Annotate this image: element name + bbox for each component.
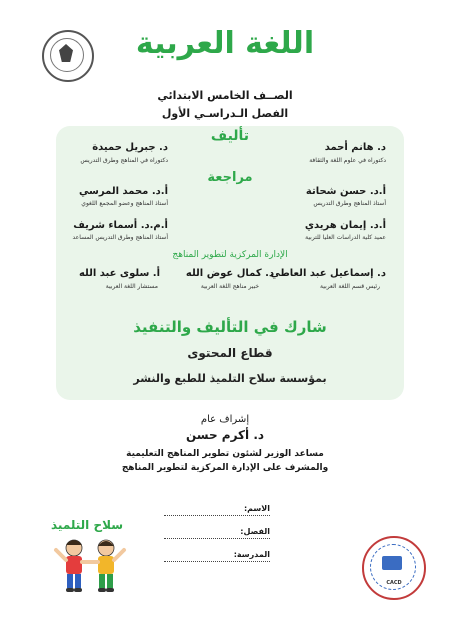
member-name: أ. سلوى عبد الله [78,268,160,279]
kids-mascot-icon [50,536,130,602]
curriculum-heading: الإدارة المركزية لتطوير المناهج [172,250,288,260]
reviewer-name: أ.د. حسن شحاتة [305,186,386,197]
class-field[interactable] [164,537,270,539]
school-field-label: المدرسة: [233,550,270,559]
reviewer-desc: أستاذ المناهج وطرق التدريس المساعد [72,234,168,241]
publisher-label: بمؤسسة سلاح التلميذ للطبع والنشر [133,372,327,385]
supervisor-role-2: والمشرف على الإدارة المركزية لتطوير المناهج [121,463,329,473]
supervisor-name: د. أكرم حسن [185,428,265,442]
book-icon [382,556,402,570]
book-title: اللغة العربية [135,26,315,61]
author-name: د. جبريل حميدة [92,142,168,153]
author-name: د. هانم أحمد [324,142,386,153]
member-desc: رئيس قسم اللغة العربية [320,283,380,290]
reviewer-name: أ.د. محمد المرسي [78,186,168,197]
member-desc: مستشار اللغة العربية [105,283,158,290]
member-name: د. كمال عوض الله [185,268,275,279]
name-field-label: الاسم: [243,504,270,513]
member-desc: خبير مناهج اللغة العربية [200,283,260,290]
author-desc: دكتوراه في علوم اللغة والثقافة [309,157,386,164]
reviewer-desc: عميد كلية الدراسات العليا للتربية [305,234,386,241]
reviewer-name: أ.د. إيمان هريدي [304,220,386,231]
class-field-label: الفصل: [240,527,270,536]
school-field[interactable] [164,560,270,562]
reviewer-desc: أستاذ المناهج وطرق التدريس [313,200,386,207]
name-field[interactable] [164,514,270,516]
participation-heading: شارك في التأليف والتنفيذ [133,318,327,336]
authoring-heading: تأليف [210,128,250,144]
supervisor-role-1: مساعد الوزير لشئون تطوير المناهج التعليمية [126,449,324,459]
member-name: د. إسماعيل عبد العاطي [270,268,386,279]
grade-label: الصــف الخامس الابتدائي [157,89,293,102]
reviewer-desc: أستاذ المناهج وعضو المجمع اللغوي [81,200,168,207]
review-heading: مراجعة [207,170,253,185]
reviewer-name: أ.م.د. أسماء شريف [73,220,168,231]
publisher-logo-text: سلاح التلميذ [50,518,124,532]
supervision-label: إشراف عام [200,414,250,425]
author-desc: دكتوراه في المناهج وطرق التدريس [80,157,168,164]
sector-label: قطاع المحتوى [187,346,273,360]
term-label: الفصل الـدراسـي الأول [161,107,289,120]
cacd-seal-logo: CACD [362,536,426,600]
